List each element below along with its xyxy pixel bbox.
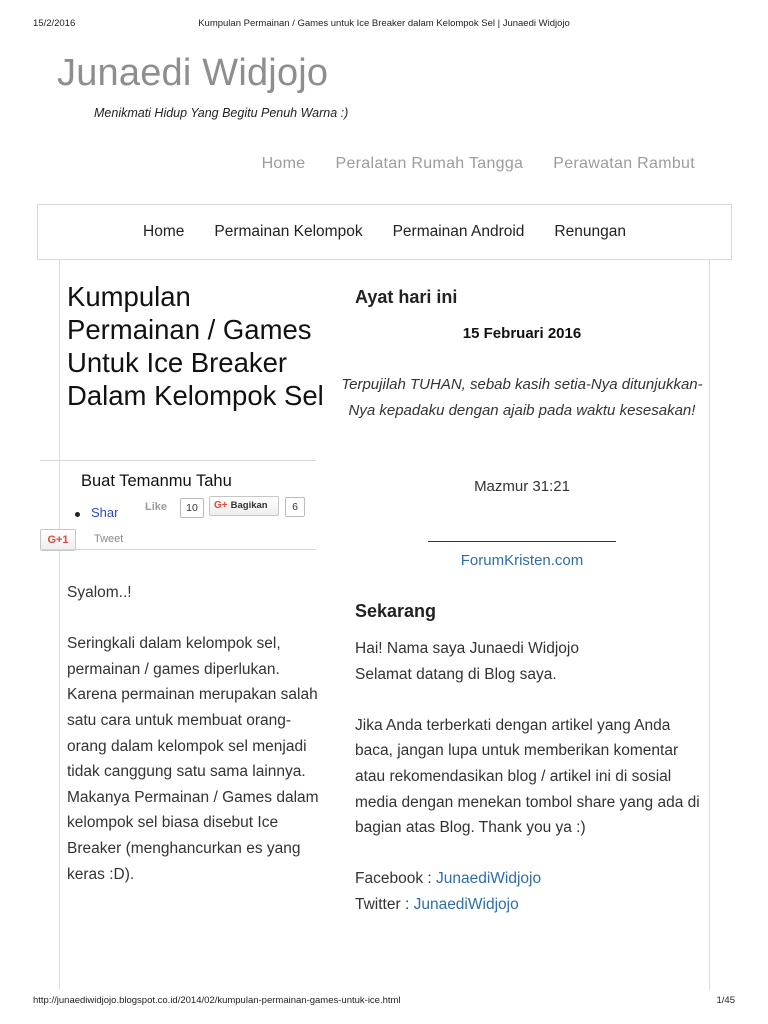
sekarang-heading: Sekarang <box>355 601 437 621</box>
gplus-one-button[interactable]: G+1 <box>40 529 76 551</box>
site-title[interactable]: Junaedi Widjojo <box>57 52 329 94</box>
about-greeting-line-1: Hai! Nama saya Junaedi Widjojo <box>355 640 579 657</box>
gplus-share-button[interactable] <box>209 496 279 516</box>
share-divider-bottom <box>40 549 316 550</box>
about-widget <box>355 636 705 918</box>
gplus-icon: G+ <box>214 500 228 511</box>
ayat-verse: Terpujilah TUHAN, sebab kasih setia-Nya ditunjukkan-Nya kepadaku dengan ajaib pada waktu kesesakan! <box>341 376 703 419</box>
facebook-label: Facebook : <box>355 870 432 888</box>
about-greeting <box>355 636 705 687</box>
print-header <box>0 18 768 32</box>
about-greeting-line-2: Selamat datang di Blog saya. <box>355 665 557 683</box>
like-count: 10 <box>180 498 204 518</box>
top-nav-perawatan-rambut[interactable]: Perawatan Rambut <box>553 155 695 172</box>
ayat-date: 15 Februari 2016 <box>462 325 582 342</box>
facebook-link[interactable]: JunaediWidjojo <box>436 870 542 888</box>
tweet-button[interactable]: Tweet <box>94 533 124 545</box>
post-body <box>67 580 327 913</box>
share-heading: Buat Temanmu Tahu <box>81 472 232 490</box>
about-twitter <box>355 892 705 918</box>
share-divider-top <box>40 460 316 461</box>
print-url: http://junaediwidjojo.blogspot.co.id/2014/02/kumpulan-permainan-games-untuk-ice.html <box>33 995 401 1006</box>
share-list-bullet <box>75 512 80 517</box>
top-nav-peralatan-rumah-tangga[interactable]: Peralatan Rumah Tangga <box>335 155 524 172</box>
twitter-link[interactable]: JunaediWidjojo <box>413 895 519 913</box>
main-nav-permainan-android[interactable]: Permainan Android <box>392 223 525 240</box>
print-page-title: Kumpulan Permainan / Games untuk Ice Breaker dalam Kelompok Sel | Junaedi Widjojo <box>198 18 570 29</box>
share-count: 6 <box>285 497 305 517</box>
ayat-reference: Mazmur 31:21 <box>474 478 570 495</box>
print-date: 15/2/2016 <box>33 18 76 29</box>
content-border-right <box>709 260 710 990</box>
print-page-number: 1/45 <box>716 995 735 1006</box>
twitter-label: Twitter : <box>355 895 410 913</box>
top-nav <box>262 155 695 173</box>
post-paragraph: Syalom..! <box>67 584 132 601</box>
main-nav <box>37 204 732 260</box>
main-nav-home[interactable]: Home <box>143 223 185 240</box>
content-border-left <box>59 260 60 990</box>
post-paragraph: Seringkali dalam kelompok sel, permainan / games diperlukan. Karena permainan merupakan salah satu cara untuk membuat orang-orang dalam kelompok sel menjadi tidak canggung satu sama lainnya. Makanya Permainan / Games dalam kelompok sel biasa disebut Ice Breaker (menghancurkan es yang keras :D). <box>67 635 319 883</box>
ayat-source-link[interactable]: ForumKristen.com <box>460 552 584 569</box>
site-tagline: Menikmati Hidup Yang Begitu Penuh Warna :) <box>94 106 349 120</box>
top-nav-home[interactable]: Home <box>261 155 306 172</box>
main-nav-renungan[interactable]: Renungan <box>554 223 626 240</box>
bagikan-label: Bagikan <box>230 500 268 511</box>
share-link[interactable]: Shar <box>91 505 119 517</box>
facebook-like-button[interactable]: Like <box>145 501 168 513</box>
ayat-divider <box>428 541 616 542</box>
ayat-heading: Ayat hari ini <box>355 287 458 307</box>
post-title: Kumpulan Permainan / Games Untuk Ice Breaker Dalam Kelompok Sel <box>67 281 324 411</box>
main-nav-permainan-kelompok[interactable]: Permainan Kelompok <box>214 223 363 240</box>
about-paragraph: Jika Anda terberkati dengan artikel yang Anda baca, jangan lupa untuk memberikan komentar atau rekomendasikan blog / artikel ini di sosial media dengan menekan tombol share yang ada di bagian atas Blog. Thank you ya :) <box>355 716 700 837</box>
about-facebook <box>355 866 705 892</box>
